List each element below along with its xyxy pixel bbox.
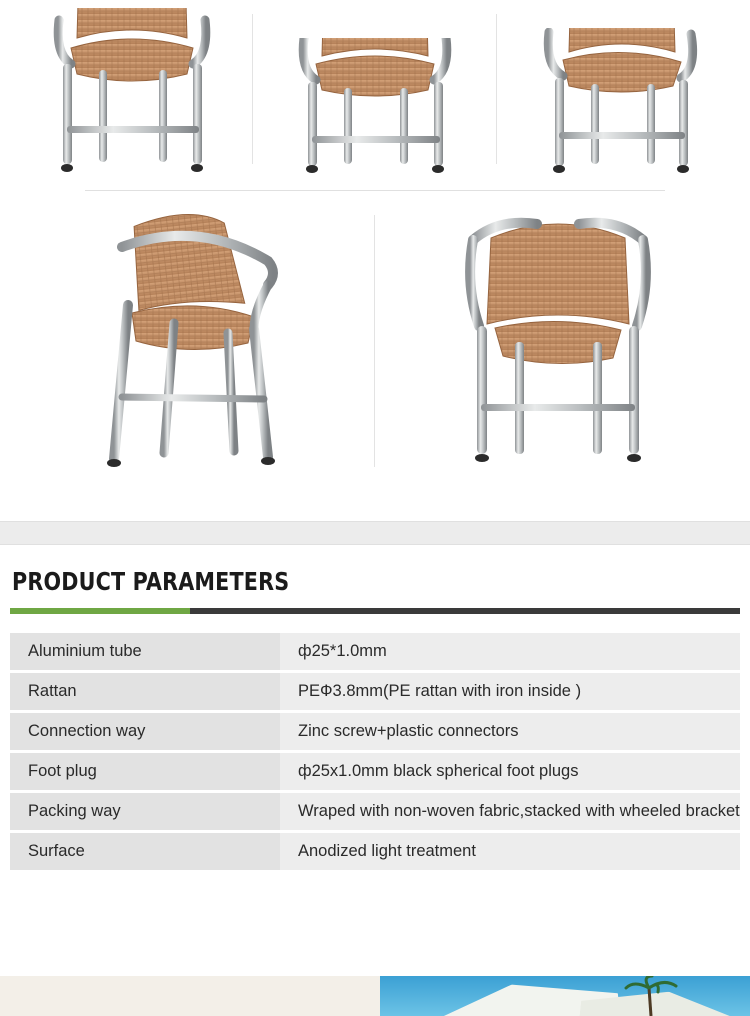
gallery-cell[interactable] <box>253 0 496 178</box>
table-row <box>10 793 740 830</box>
gallery-row-top <box>0 0 750 178</box>
gallery-cell[interactable] <box>497 0 740 178</box>
title-underline-rule <box>10 608 740 614</box>
table-row <box>10 633 740 670</box>
spec-value: Anodized light treatment <box>280 833 740 870</box>
page-title: PRODUCT PARAMETERS <box>12 567 290 596</box>
spec-value: Zinc screw+plastic connectors <box>280 713 740 750</box>
table-row <box>10 673 740 710</box>
rattan-chair-front-center-image <box>280 38 470 178</box>
spec-name: Packing way <box>10 793 280 830</box>
table-row <box>10 753 740 790</box>
spec-name: Connection way <box>10 713 280 750</box>
rattan-chair-back-view-image <box>433 206 683 476</box>
rattan-chair-front-left-image <box>37 8 227 178</box>
spec-value: ф25x1.0mm black spherical foot plugs <box>280 753 740 790</box>
palm-tree-icon <box>624 976 678 1016</box>
gallery-cell[interactable] <box>10 191 375 491</box>
section-separator-band <box>0 521 750 545</box>
bottom-photo-strip <box>0 976 750 1016</box>
spec-name: Rattan <box>10 673 280 710</box>
spec-name: Surface <box>10 833 280 870</box>
table-row <box>10 833 740 870</box>
spec-value: ф25*1.0mm <box>280 633 740 670</box>
table-row <box>10 713 740 750</box>
gallery-cell[interactable] <box>375 191 740 491</box>
spec-name: Foot plug <box>10 753 280 790</box>
outdoor-umbrellas-photo <box>380 976 750 1016</box>
spec-value: Wraped with non-woven fabric,stacked with wheeled bracket <box>280 793 740 830</box>
spec-name: Aluminium tube <box>10 633 280 670</box>
rattan-chair-side-view-image <box>78 201 308 481</box>
gallery-cell[interactable] <box>10 0 253 178</box>
gallery-row-bottom <box>0 191 750 521</box>
blank-panel <box>0 976 380 1016</box>
product-parameters-section <box>0 545 750 873</box>
spec-value: PEФ3.8mm(PE rattan with iron inside ) <box>280 673 740 710</box>
specifications-table <box>10 630 740 873</box>
rattan-chair-angled-right-image <box>523 28 713 178</box>
